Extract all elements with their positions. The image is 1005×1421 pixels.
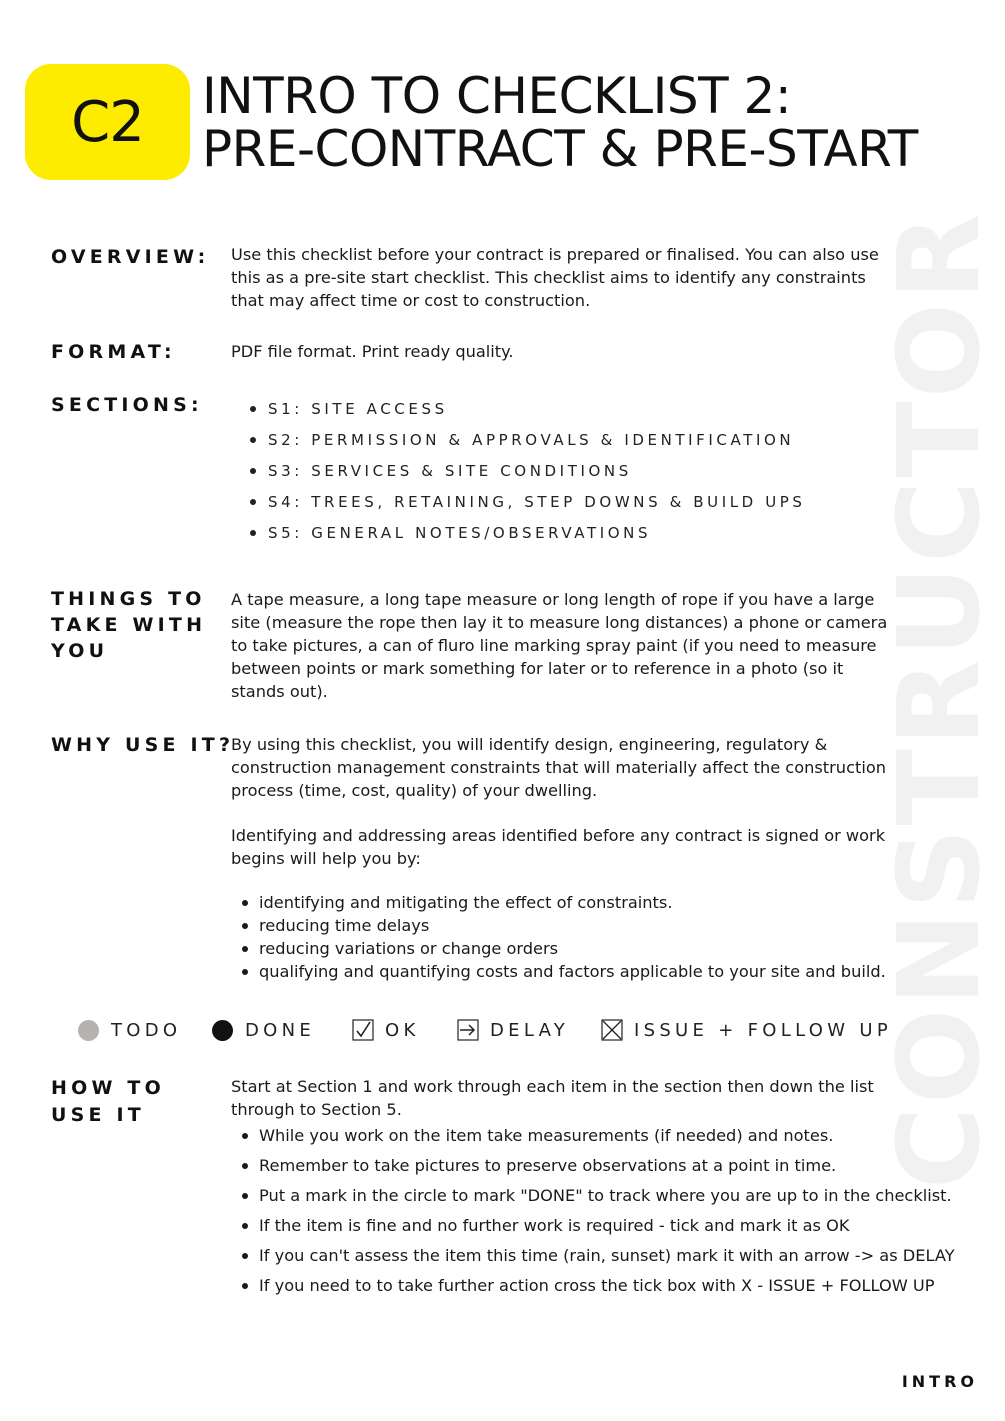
step-item: Remember to take pictures to preserve observations at a point in time.	[231, 1153, 955, 1183]
section-item: S1: SITE ACCESS	[248, 396, 806, 427]
step-item: If you can't assess the item this time (rain, sunset) mark it with an arrow -> as DELAY	[231, 1243, 955, 1273]
things-label-line-3: YOU	[51, 640, 109, 662]
why-use-it-para-1: By using this checklist, you will identify design, engineering, regulatory & construction management constraints that will materially affect the construction process (time, cost, quality) of your dwelling.	[231, 735, 886, 800]
overview-text: Use this checklist before your contract is prepared or finalised. You can also use this as a pre-site start checklist. This checklist aims to identify any constraints that may affect time or cost to construction.	[231, 245, 879, 310]
how-to-use-steps	[231, 1123, 955, 1303]
why-use-it-benefits	[231, 891, 886, 983]
legend-todo-label: TODO	[111, 1019, 182, 1041]
legend-done-label: DONE	[245, 1019, 316, 1041]
section-item: S2: PERMISSION & APPROVALS & IDENTIFICATION	[248, 427, 806, 458]
legend-ok-label: OK	[385, 1019, 420, 1041]
checkbox-arrow-icon	[457, 1019, 479, 1041]
page-title-line-2: PRE-CONTRACT & PRE-START	[202, 120, 918, 178]
sections-list	[248, 396, 806, 551]
step-item: If you need to to take further action cross the tick box with X - ISSUE + FOLLOW UP	[231, 1273, 955, 1303]
things-to-take-text: A tape measure, a long tape measure or long length of rope if you have a large site (measure the rope then lay it to measure long distances) a phone or camera to take pictures, a can of fluro line marking spray paint (if you need to measure between points or mark something for later or to reference in a photo (so it stands out).	[231, 590, 888, 701]
section-item: S5: GENERAL NOTES/OBSERVATIONS	[248, 520, 806, 551]
things-to-take-label	[51, 586, 206, 664]
sections-label: SECTIONS:	[51, 394, 203, 416]
legend-delay-label: DELAY	[490, 1019, 570, 1041]
legend-done	[212, 1010, 315, 1050]
done-circle-icon	[212, 1020, 233, 1041]
benefit-item: qualifying and quantifying costs and factors applicable to your site and build.	[231, 960, 886, 983]
checklist-badge: C2	[25, 64, 190, 180]
footer-section-label: INTRO	[901, 1372, 978, 1391]
things-label-line-1: THINGS TO	[51, 588, 206, 610]
format-label: FORMAT:	[51, 341, 176, 363]
status-legend	[0, 1010, 1005, 1050]
page-title	[202, 67, 992, 178]
checkbox-cross-icon	[601, 1019, 623, 1041]
checkbox-tick-icon	[352, 1019, 374, 1041]
step-item: If the item is fine and no further work is required - tick and mark it as OK	[231, 1213, 955, 1243]
how-label-line-2: USE IT	[51, 1104, 145, 1126]
todo-circle-icon	[78, 1020, 99, 1041]
legend-issue	[601, 1010, 892, 1050]
format-text: PDF file format. Print ready quality.	[231, 342, 514, 361]
how-to-use-label	[51, 1075, 165, 1129]
legend-delay	[457, 1010, 569, 1050]
how-to-use-intro: Start at Section 1 and work through each item in the section then down the list through to Section 5.	[231, 1077, 874, 1119]
benefit-item: identifying and mitigating the effect of constraints.	[231, 891, 886, 914]
how-label-line-1: HOW TO	[51, 1077, 165, 1099]
things-label-line-2: TAKE WITH	[51, 614, 207, 636]
benefit-item: reducing variations or change orders	[231, 937, 886, 960]
why-use-it-para-2: Identifying and addressing areas identified before any contract is signed or work begins will help you by:	[231, 826, 886, 868]
legend-issue-label: ISSUE + FOLLOW UP	[634, 1019, 892, 1041]
overview-label: OVERVIEW:	[51, 246, 210, 268]
section-item: S3: SERVICES & SITE CONDITIONS	[248, 458, 806, 489]
legend-todo	[78, 1010, 181, 1050]
why-use-it-label: WHY USE IT?	[51, 734, 235, 756]
section-item: S4: TREES, RETAINING, STEP DOWNS & BUILD UPS	[248, 489, 806, 520]
benefit-item: reducing time delays	[231, 914, 886, 937]
legend-ok	[352, 1010, 420, 1050]
step-item: Put a mark in the circle to mark "DONE" to track where you are up to in the checklist.	[231, 1183, 955, 1213]
watermark: CONSTRUCTOR	[875, 210, 1005, 1190]
step-item: While you work on the item take measurements (if needed) and notes.	[231, 1123, 955, 1153]
page-title-line-1: INTRO TO CHECKLIST 2:	[202, 67, 792, 125]
